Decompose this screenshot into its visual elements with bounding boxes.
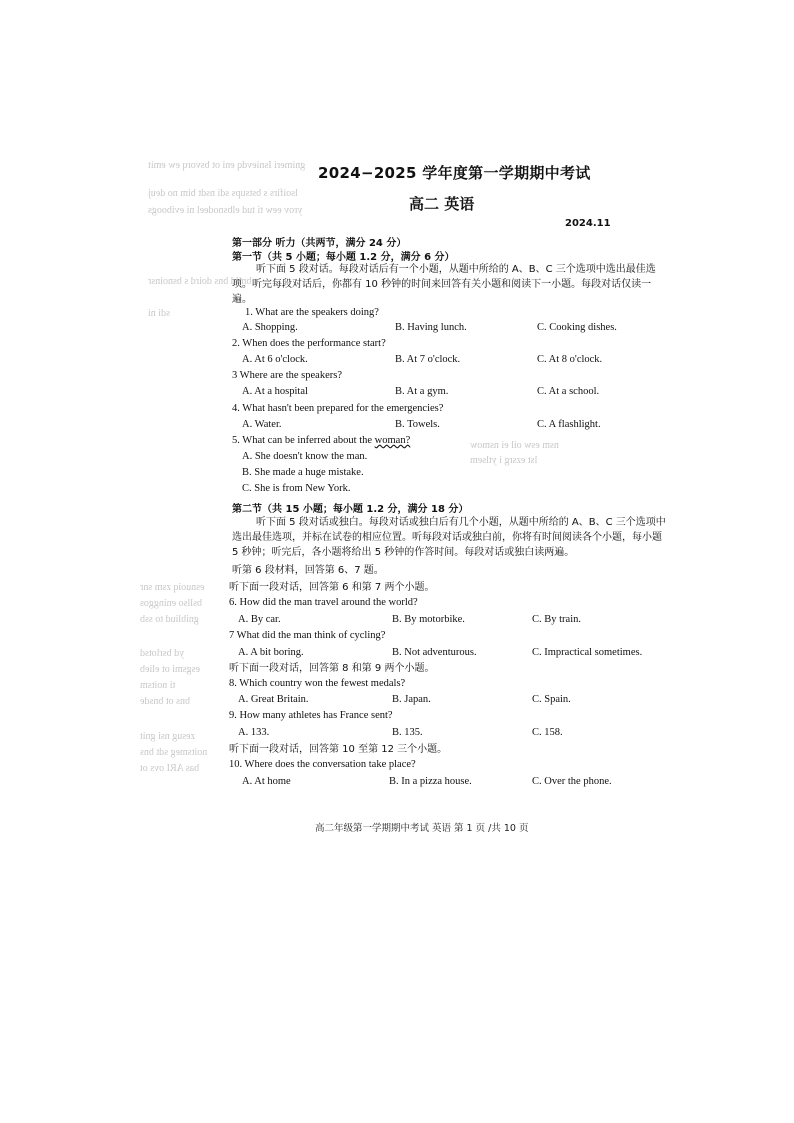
question-7-stem: 7 What did the man think of cycling? <box>229 630 386 641</box>
question-10-option-b[interactable]: B. In a pizza house. <box>389 776 472 787</box>
bleed-through-text: lsoifirs s bstsups sdi nsdt bim no deuj <box>148 188 298 199</box>
bleed-through-text: bsllso eninggos <box>140 598 202 609</box>
question-7-option-c[interactable]: C. Impractical sometimes. <box>532 647 643 658</box>
question-2-option-b[interactable]: B. At 7 o'clock. <box>395 354 461 365</box>
bleed-through-text: esgsmi ot elieb <box>140 664 200 675</box>
question-9-option-b[interactable]: B. 135. <box>392 727 423 738</box>
question-1-stem: 1. What are the speakers doing? <box>245 307 379 318</box>
question-6-option-b[interactable]: B. By motorbike. <box>392 614 465 625</box>
bleed-through-text: lst ezsrg i ytlsem <box>470 455 538 466</box>
question-4-stem: 4. What hasn't been prepared for the emergencies? <box>232 403 444 414</box>
question-5-option-b[interactable]: B. She made a huge mistake. <box>242 467 364 478</box>
question-5-stem <box>232 435 410 446</box>
bleed-through-text: zesug nsi gnit <box>140 731 195 742</box>
question-10-option-a[interactable]: A. At home <box>242 776 291 787</box>
bleed-through-text: bns ot bnsde <box>140 696 190 707</box>
bleed-through-text: yrov eew ti tud elbsnodeel ni eviboogs <box>148 205 303 216</box>
question-1-option-b[interactable]: B. Having lunch. <box>395 322 467 333</box>
question-9-option-c[interactable]: C. 158. <box>532 727 563 738</box>
question-9-option-a[interactable]: A. 133. <box>238 727 270 738</box>
section2-heading: 第二节（共 15 小题；每小题 1.2 分，满分 18 分） <box>232 504 469 515</box>
question-8-option-c[interactable]: C. Spain. <box>532 694 571 705</box>
section2-material6: 听第 6 段材料，回答第 6、7 题。 <box>232 565 384 576</box>
section2-instructions: 听下面 5 段对话或独白。每段对话或独白后有几个小题，从题中所给的 A、B、C 三个选项中选出最佳选项，并标在试卷的相应位置。听每段对话或独白前，你将有时间阅读各个小题，每小题 5 秒钟；听完后，各小题将给出 5 秒钟的作答时间。每段对话或独白读两遍。 <box>232 517 666 558</box>
cue-questions-6-7: 听下面一段对话，回答第 6 和第 7 两个小题。 <box>229 582 435 593</box>
question-6-option-c[interactable]: C. By train. <box>532 614 581 625</box>
question-6-stem: 6. How did the man travel around the world? <box>229 597 418 608</box>
question-4-option-c[interactable]: C. A flashlight. <box>537 419 601 430</box>
question-8-option-a[interactable]: A. Great Britain. <box>238 694 309 705</box>
question-5-option-c[interactable]: C. She is from New York. <box>242 483 351 494</box>
exam-title: 2024−2025 学年度第一学期期中考试 <box>318 164 591 182</box>
bleed-through-text: ti noitsm <box>140 680 176 691</box>
bleed-through-text: noitsmeg sdt bns <box>140 747 208 758</box>
bleed-through-text: nsm esw oil ei nsmow <box>470 440 559 451</box>
question-3-stem: 3 Where are the speakers? <box>232 370 342 381</box>
question-3-option-c[interactable]: C. At a school. <box>537 386 600 397</box>
question-3-option-b[interactable]: B. At a gym. <box>395 386 449 397</box>
question-7-option-a[interactable]: A. A bit boring. <box>238 647 304 658</box>
bleed-through-text: gnimeri Isnievdq eni ot bsvorq ew emit <box>148 160 306 171</box>
question-7-option-b[interactable]: B. Not adventurous. <box>392 647 477 658</box>
bleed-through-text: sdi ni <box>148 308 170 319</box>
question-8-stem: 8. Which country won the fewest medals? <box>229 678 406 689</box>
bleed-through-text: esnuoiq zsm snr <box>140 582 205 593</box>
question-5-stem-text: 5. What can be inferred about the <box>232 435 375 446</box>
question-5-underlined-word: woman? <box>374 435 411 446</box>
question-5-option-a[interactable]: A. She doesn't know the man. <box>242 451 368 462</box>
question-2-stem: 2. When does the performance start? <box>232 338 386 349</box>
bleed-through-text: bnild bns doird s bsnoinsr <box>148 276 252 287</box>
page-footer: 高二年级第一学期期中考试 英语 第 1 页 /共 10 页 <box>315 823 529 834</box>
cue-questions-10-12: 听下面一段对话，回答第 10 至第 12 三个小题。 <box>229 744 448 755</box>
question-3-option-a[interactable]: A. At a hospital <box>242 386 308 397</box>
cue-questions-8-9: 听下面一段对话，回答第 8 和第 9 两个小题。 <box>229 663 435 674</box>
question-1-option-a[interactable]: A. Shopping. <box>242 322 298 333</box>
question-10-stem: 10. Where does the conversation take place? <box>229 759 416 770</box>
bleed-through-text: bas ARI ovs ot <box>140 763 200 774</box>
bleed-through-text: gnibliud to ssb <box>140 614 199 625</box>
question-2-option-a[interactable]: A. At 6 o'clock. <box>242 354 308 365</box>
question-1-option-c[interactable]: C. Cooking dishes. <box>537 322 617 333</box>
question-9-stem: 9. How many athletes has France sent? <box>229 710 393 721</box>
question-6-option-a[interactable]: A. By car. <box>238 614 281 625</box>
section1-heading: 第一节（共 5 小题；每小题 1.2 分，满分 6 分） <box>232 252 455 263</box>
section1-instructions: 听下面 5 段对话。每段对话后有一个小题，从题中所给的 A、B、C 三个选项中选出最佳选项。听完每段对话后，你都有 10 秒钟的时间来回答有关小题和阅读下一小题。每段对话仅读一遍。 <box>232 264 656 305</box>
bleed-through-text: yd bsrlotsd <box>140 648 185 659</box>
question-4-option-a[interactable]: A. Water. <box>242 419 282 430</box>
question-2-option-c[interactable]: C. At 8 o'clock. <box>537 354 603 365</box>
exam-date: 2024.11 <box>565 218 611 229</box>
part1-heading: 第一部分 听力（共两节，满分 24 分） <box>232 238 407 249</box>
question-8-option-b[interactable]: B. Japan. <box>392 694 431 705</box>
exam-subject: 高二 英语 <box>409 195 475 213</box>
question-10-option-c[interactable]: C. Over the phone. <box>532 776 612 787</box>
question-4-option-b[interactable]: B. Towels. <box>395 419 440 430</box>
